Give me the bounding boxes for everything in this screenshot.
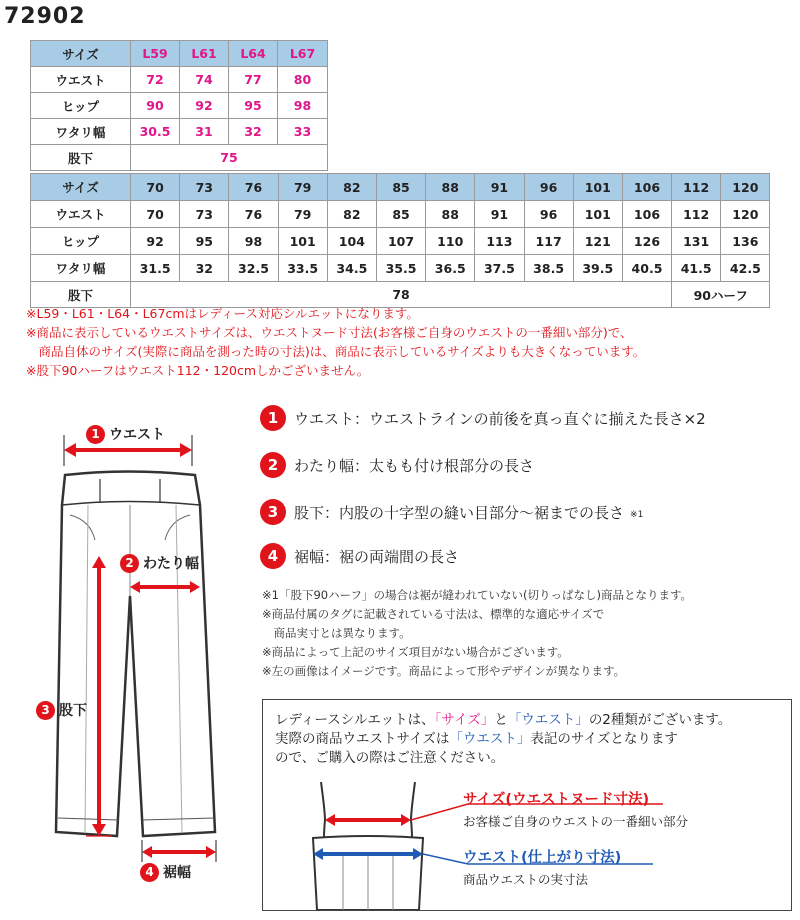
cell: 95 (180, 228, 229, 255)
diagram-label-thigh: 2 わたり幅 (120, 553, 199, 573)
number-badge: 3 (260, 499, 286, 525)
cell: 41.5 (672, 255, 721, 282)
cell: 131 (672, 228, 721, 255)
row-label: 股下 (31, 145, 131, 171)
cell: 126 (622, 228, 671, 255)
size-label: サイズ(ウエストヌード寸法) (463, 792, 650, 808)
cell: 95 (229, 93, 278, 119)
cell: 101 (278, 228, 327, 255)
cell: 32 (229, 119, 278, 145)
cell: 31.5 (131, 255, 180, 282)
ladies-size-table (30, 40, 328, 171)
cell: 121 (573, 228, 622, 255)
number-badge: 3 (36, 701, 55, 720)
header-cell: 91 (475, 174, 524, 201)
header-cell: 88 (426, 174, 475, 201)
cell: 80 (278, 67, 328, 93)
number-badge: 2 (120, 554, 139, 573)
cell: 107 (376, 228, 425, 255)
product-code: 72902 (4, 4, 86, 29)
table-row (31, 255, 770, 282)
small-notes (262, 586, 692, 681)
cell: 33.5 (278, 255, 327, 282)
cell: 77 (229, 67, 278, 93)
note-line: ※L59・L61・L64・L67cmはレディース対応シルエットになります。 (26, 306, 419, 321)
number-badge: 1 (260, 405, 286, 431)
row-label: ヒップ (31, 93, 131, 119)
mens-size-table (30, 173, 770, 308)
cell: 39.5 (573, 255, 622, 282)
measure-item-waist: 1 ウエスト ：ウエストラインの前後を真っ直ぐに揃えた長さ×2 (260, 403, 706, 433)
cell: 104 (327, 228, 376, 255)
header-cell: L67 (278, 41, 328, 67)
cell: 113 (475, 228, 524, 255)
cell: 37.5 (475, 255, 524, 282)
header-cell: 79 (278, 174, 327, 201)
cell: 117 (524, 228, 573, 255)
header-cell: 70 (131, 174, 180, 201)
row-label: ワタリ幅 (31, 255, 131, 282)
measure-item-thigh: 2 わたり幅 ：太もも付け根部分の長さ (260, 450, 534, 480)
cell: 74 (180, 67, 229, 93)
note-line: 商品実寸とは異なります。 (262, 626, 411, 640)
cell: 136 (721, 228, 770, 255)
pants-diagram (0, 400, 255, 905)
cell: 92 (180, 93, 229, 119)
row-label: ヒップ (31, 228, 131, 255)
cell: 42.5 (721, 255, 770, 282)
note-line: 商品自体のサイズ(実際に商品を測った時の寸法)は、商品に表示しているサイズよりも大きくなっています。 (26, 344, 646, 359)
header-cell: L59 (131, 41, 180, 67)
header-cell: 96 (524, 174, 573, 201)
cell: 32 (180, 255, 229, 282)
diagram-label-inseam: 3 股下 (36, 700, 87, 720)
header-cell: 101 (573, 174, 622, 201)
note-line: ※1「股下90ハーフ」の場合は裾が縫われていない(切りっぱなし)商品となります。 (262, 588, 693, 602)
note-line: ※股下90ハーフはウエスト112・120cmしかございません。 (26, 363, 370, 378)
cell: 72 (131, 67, 180, 93)
cell: 112 (672, 201, 721, 228)
measure-item-hem: 4 裾幅 ：裾の両端間の長さ (260, 541, 459, 571)
note-line: ※左の画像はイメージです。商品によって形やデザインが異なります。 (262, 664, 626, 678)
row-label: ウエスト (31, 201, 131, 228)
cell: 34.5 (327, 255, 376, 282)
waist-arrow-head-right (180, 443, 192, 457)
table-row (31, 93, 328, 119)
cell: 82 (327, 201, 376, 228)
cell: 90 (131, 93, 180, 119)
cell: 85 (376, 201, 425, 228)
pants-outline (56, 472, 215, 837)
table-row (31, 228, 770, 255)
cell: 92 (131, 228, 180, 255)
note-line: ※商品付属のタグに記載されている寸法は、標準的な適応サイズで (262, 607, 605, 621)
table-row (31, 201, 770, 228)
cell: 36.5 (426, 255, 475, 282)
header-cell: 85 (376, 174, 425, 201)
cell: 35.5 (376, 255, 425, 282)
cell: 120 (721, 201, 770, 228)
cell: 91 (475, 201, 524, 228)
number-badge: 2 (260, 452, 286, 478)
cell: 31 (180, 119, 229, 145)
waist-description: 商品ウエストの実寸法 (463, 872, 589, 887)
silhouette-info-box (262, 699, 792, 911)
waist-label: ウエスト(仕上がり寸法) (463, 850, 622, 866)
table-row (31, 145, 328, 171)
row-label: 股下 (31, 282, 131, 308)
measure-item-inseam: 3 股下 ：内股の十字型の縫い目部分～裾までの長さ ※1 (260, 497, 643, 527)
cell: 38.5 (524, 255, 573, 282)
number-badge: 4 (140, 863, 159, 882)
diagram-label-hem: 4 裾幅 (140, 862, 191, 882)
number-badge: 4 (260, 543, 286, 569)
header-cell: 82 (327, 174, 376, 201)
cell: 90ハーフ (672, 282, 770, 308)
header-cell: 106 (622, 174, 671, 201)
row-label: ワタリ幅 (31, 119, 131, 145)
cell: 98 (278, 93, 328, 119)
note-line: ※商品によって上記のサイズ項目がない場合がございます。 (262, 645, 569, 659)
silhouette-text: レディースシルエットは、「サイズ」と「ウエスト」の2種類がございます。 実際の商品ウエストサイズは「ウエスト」表記のサイズとなります ので、ご購入の際はご注意ください。 (275, 712, 732, 766)
cell: 96 (524, 201, 573, 228)
header-cell: L64 (229, 41, 278, 67)
cell: 30.5 (131, 119, 180, 145)
table-row (31, 119, 328, 145)
cell: 110 (426, 228, 475, 255)
header-cell: 120 (721, 174, 770, 201)
header-cell: 73 (180, 174, 229, 201)
red-notes (26, 304, 645, 380)
header-cell: 112 (672, 174, 721, 201)
header-cell: L61 (180, 41, 229, 67)
row-label: ウエスト (31, 67, 131, 93)
number-badge: 1 (86, 425, 105, 444)
cell: 88 (426, 201, 475, 228)
cell: 76 (229, 201, 278, 228)
header-cell: サイズ (31, 174, 131, 201)
cell: 70 (131, 201, 180, 228)
cell: 101 (573, 201, 622, 228)
cell: 79 (278, 201, 327, 228)
cell: 98 (229, 228, 278, 255)
cell: 40.5 (622, 255, 671, 282)
note-line: ※商品に表示しているウエストサイズは、ウエストヌード寸法(お客様ご自身のウエストの一番細い部分)で、 (26, 325, 633, 340)
cell: 106 (622, 201, 671, 228)
size-description: お客様ご自身のウエストの一番細い部分 (463, 814, 689, 829)
waist-arrow-head-left (64, 443, 76, 457)
cell: 33 (278, 119, 328, 145)
cell: 32.5 (229, 255, 278, 282)
cell: 73 (180, 201, 229, 228)
header-cell: サイズ (31, 41, 131, 67)
cell: 78 (131, 282, 672, 308)
footnote-ref: ※1 (630, 510, 644, 520)
diagram-label-waist: 1 ウエスト (86, 424, 165, 444)
table-row (31, 67, 328, 93)
cell: 75 (131, 145, 328, 171)
header-cell: 76 (229, 174, 278, 201)
